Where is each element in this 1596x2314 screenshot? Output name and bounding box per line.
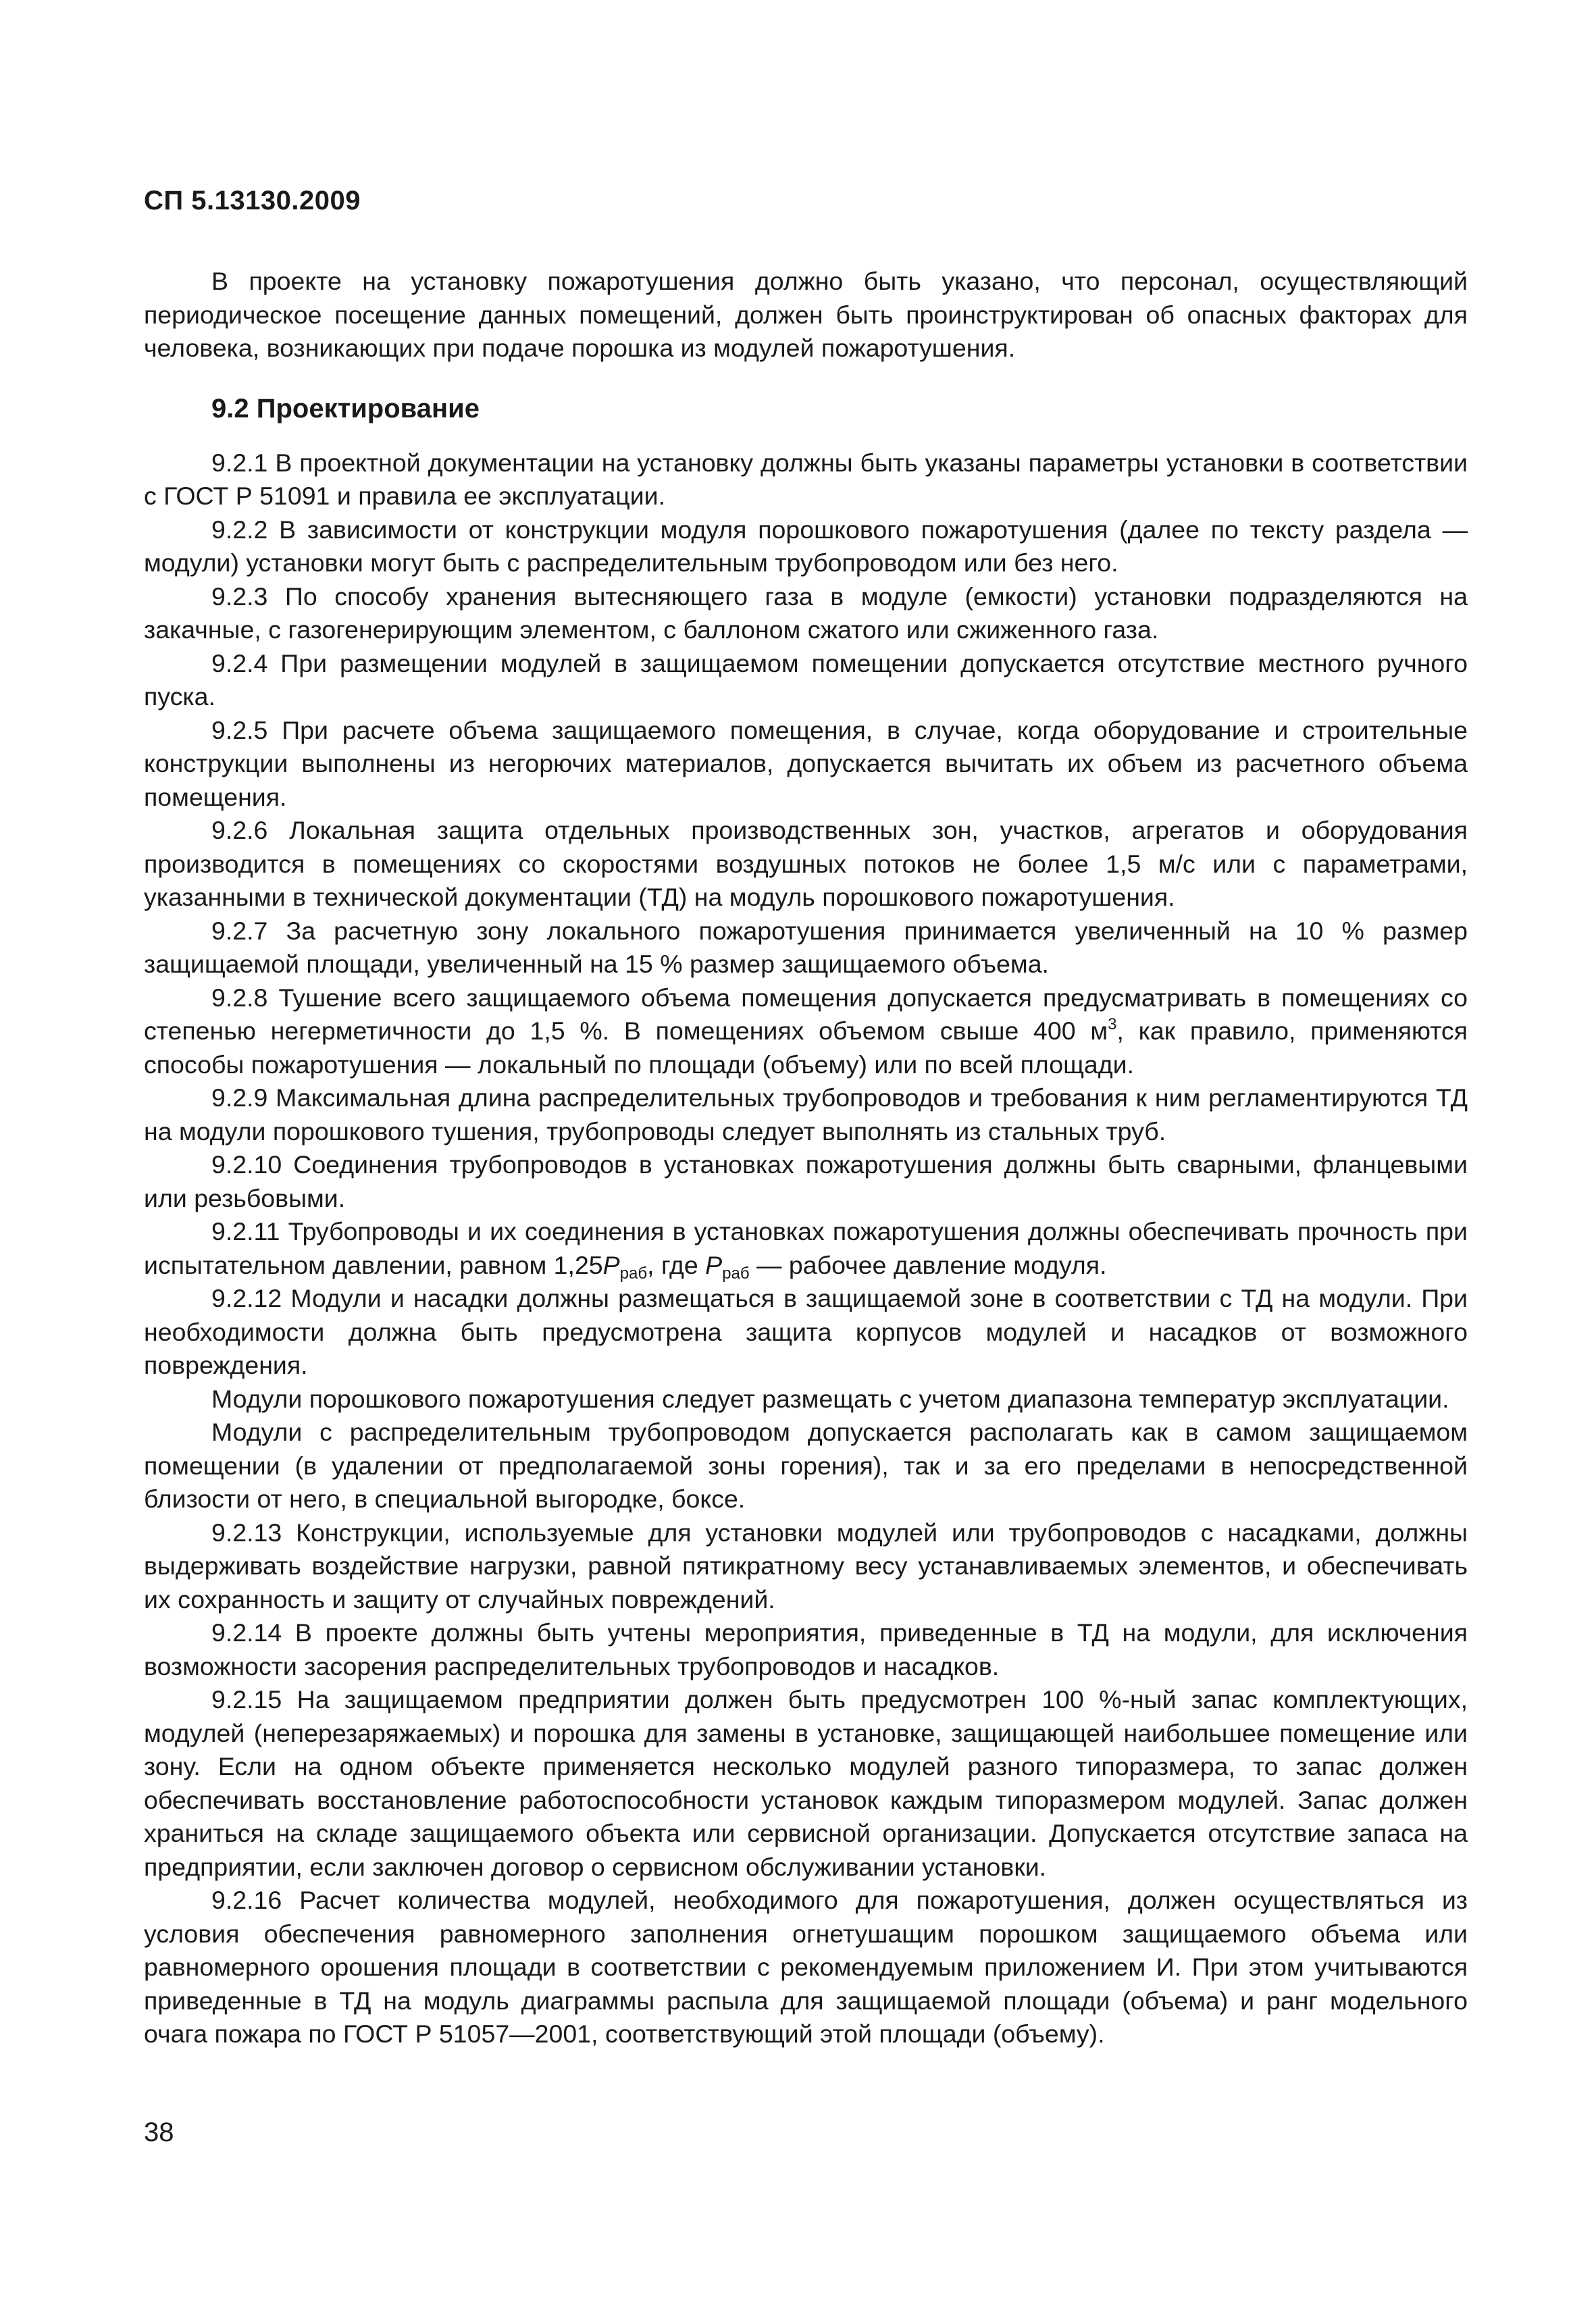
- paragraph-9-2-13: 9.2.13 Конструкции, используемые для установки модулей или трубопроводов с насадками, должны выдерживать воздействие нагрузки, равной пятикратному весу устанавливаемых элементов, и обеспечивать их сохранность и защиту от случайных повреждений.: [144, 1518, 1468, 1614]
- section-title: 9.2 Проектирование: [211, 393, 480, 423]
- paragraph-9-2-9: 9.2.9 Максимальная длина распределительных трубопроводов и требования к ним регламентируются ТД на модули порошкового тушения, трубопроводы следует выполнять из стальных труб.: [144, 1083, 1468, 1146]
- paragraph-9-2-12: 9.2.12 Модули и насадки должны размещаться в защищаемой зоне в соответствии с ТД на модули. При необходимости должна быть предусмотрена защита корпусов модулей и насадков от возможного повреждения.: [144, 1284, 1468, 1379]
- cubic-superscript: 3: [1108, 1015, 1117, 1033]
- paragraph-9-2-10: 9.2.10 Соединения трубопроводов в установках пожаротушения должны быть сварными, фланцевыми или резьбовыми.: [144, 1150, 1468, 1212]
- paragraph-9-2-14: 9.2.14 В проекте должны быть учтены мероприятия, приведенные в ТД на модули, для исключения возможности засорения распределительных трубопроводов и насадков.: [144, 1618, 1468, 1680]
- document-body: [144, 265, 1468, 2051]
- pressure-symbol-2: P: [705, 1250, 723, 1279]
- paragraph-9-2-15: 9.2.15 На защищаемом предприятии должен быть предусмотрен 100 %-ный запас комплектующих, модулей (неперезаряжаемых) и порошка для замены в установке, защищающей наибольшее помещение или зону. Если на одном объекте применяется несколько модулей разного типоразмера, то запас должен обеспечивать восстановление работоспособности установок каждым типоразмером модулей. Запас должен храниться на складе защищаемого объекта или сервисной организации. Допускается отсутствие запаса на предприятии, если заключен договор о сервисном обслуживании установки.: [144, 1685, 1468, 1881]
- paragraph-9-2-8-text-b: , как правило, применяются способы пожаротушения — локальный по площади (объему) или по всей площади.: [144, 1017, 1468, 1079]
- pressure-subscript: раб: [619, 1264, 648, 1283]
- paragraph-9-2-7: 9.2.7 За расчетную зону локального пожаротушения принимается увеличенный на 10 % размер защищаемой площади, увеличенный на 15 % размер защищаемого объема.: [144, 916, 1468, 978]
- paragraph-9-2-3: 9.2.3 По способу хранения вытесняющего газа в модуле (емкости) установки подразделяются на закачные, с газогенерирующим элементом, с баллоном сжатого или сжиженного газа.: [144, 582, 1468, 644]
- page-number: 38: [144, 2117, 174, 2147]
- paragraph-9-2-8: [144, 981, 1468, 1082]
- paragraph-9-2-6: 9.2.6 Локальная защита отдельных производственных зон, участков, агрегатов и оборудования производится в помещениях со скоростями воздушных потоков не более 1,5 м/с или с параметрами, указанными в технической документации (ТД) на модуль порошкового пожаротушения.: [144, 816, 1468, 911]
- paragraph-9-2-5: 9.2.5 При расчете объема защищаемого помещения, в случае, когда оборудование и строительные конструкции выполнены из негорючих материалов, допускается вычитать их объем из расчетного объема помещения.: [144, 715, 1468, 811]
- paragraph-9-2-11: [144, 1215, 1468, 1282]
- paragraph-9-2-4: 9.2.4 При размещении модулей в защищаемом помещении допускается отсутствие местного ручного пуска.: [144, 648, 1468, 711]
- paragraph-9-2-16: 9.2.16 Расчет количества модулей, необходимого для пожаротушения, должен осуществляться из условия обеспечения равномерного заполнения огнетушащим порошком защищаемого объема или равномерного орошения площади в соответствии с рекомендуемым приложением И. При этом учитываются приведенные в ТД на модуль диаграммы распыла для защищаемой площади (объема) и ранг модельного очага пожара по ГОСТ Р 51057—2001, соответствующий этой площади (объему).: [144, 1886, 1468, 2048]
- paragraph-9-2-2: 9.2.2 В зависимости от конструкции модуля порошкового пожаротушения (далее по тексту раздела — модули) установки могут быть с распределительным трубопроводом или без него.: [144, 515, 1468, 577]
- document-code: СП 5.13130.2009: [144, 186, 361, 215]
- pressure-subscript-2: раб: [722, 1264, 750, 1283]
- pressure-symbol: P: [602, 1250, 620, 1279]
- paragraph-9-2-1: 9.2.1 В проектной документации на установку должны быть указаны параметры установки в соответствии с ГОСТ Р 51091 и правила ее эксплуатации.: [144, 448, 1468, 510]
- paragraph-9-2-11-text-a: 9.2.11 Трубопроводы и их соединения в установках пожаротушения должны обеспечивать прочность при испытательном давлении, равном 1,25: [144, 1217, 1468, 1279]
- paragraph-9-2-11-text-c: — рабочее давление модуля.: [749, 1250, 1107, 1279]
- intro-paragraph: В проекте на установку пожаротушения должно быть указано, что персонал, осуществляющий периодическое посещение данных помещений, должен быть проинструктирован об опасных факторах для человека, возникающих при подаче порошка из модулей пожаротушения.: [144, 267, 1468, 362]
- paragraph-9-2-12-placement: Модули с распределительным трубопроводом допускается располагать как в самом защищаемом помещении (в удалении от предполагаемой зоны горения), так и за его пределами в непосредственной близости от него, в специальной выгородке, боксе.: [144, 1418, 1468, 1513]
- paragraph-9-2-12-temperature: Модули порошкового пожаротушения следует размещать с учетом диапазона температур эксплуатации.: [211, 1384, 1449, 1413]
- paragraph-9-2-11-text-b: , где: [647, 1250, 706, 1279]
- paragraph-9-2-8-text-a: 9.2.8 Тушение всего защищаемого объема помещения допускается предусматривать в помещениях со степенью негерметичности до 1,5 %. В помещениях объемом свыше 400 м: [144, 983, 1468, 1045]
